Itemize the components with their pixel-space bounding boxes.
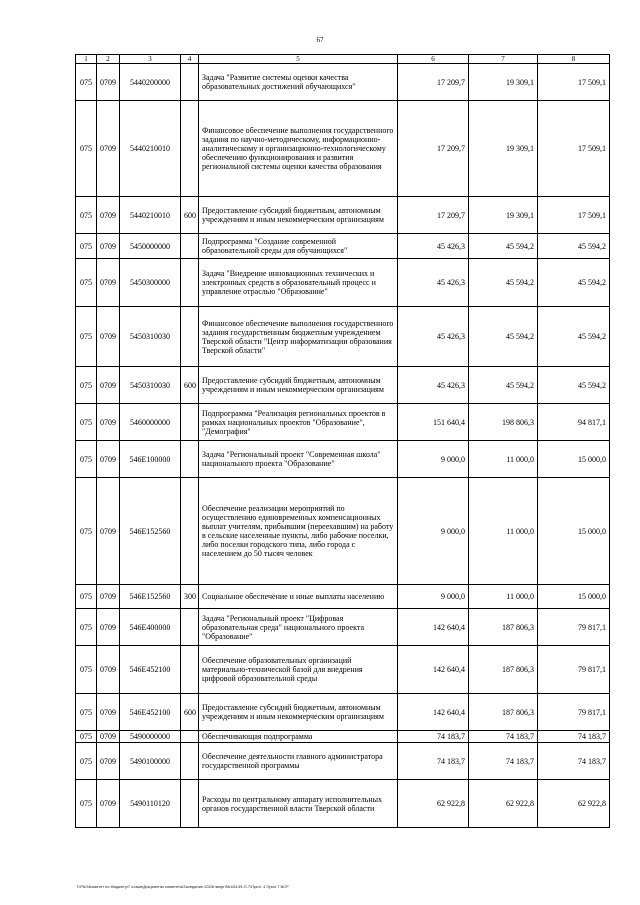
- table-row: [76, 731, 610, 743]
- table-row: [76, 585, 610, 609]
- amount-col6: 151 640,4: [398, 404, 469, 441]
- column-number-row: [76, 55, 610, 64]
- admin-code: 075: [76, 609, 97, 646]
- expense-code: 600: [181, 367, 199, 404]
- amount-col8: 79 817,1: [538, 694, 610, 731]
- admin-code: 075: [76, 478, 97, 585]
- target-code: 546E152560: [120, 478, 181, 585]
- expense-code: [181, 307, 199, 367]
- table-row: [76, 743, 610, 780]
- section-code: 0709: [97, 743, 120, 780]
- amount-col6: 142 640,4: [398, 694, 469, 731]
- expense-code: [181, 234, 199, 259]
- item-name: Обеспечение деятельности главного администратора государственной программы: [199, 743, 398, 780]
- section-code: 0709: [97, 441, 120, 478]
- amount-col8: 15 000,0: [538, 441, 610, 478]
- item-name: Расходы по центральному аппарату исполнительных органов государственной власти Тверской области: [199, 780, 398, 828]
- table-row: [76, 307, 610, 367]
- target-code: 546E452100: [120, 646, 181, 694]
- amount-col8: 94 817,1: [538, 404, 610, 441]
- target-code: 5450300000: [120, 259, 181, 307]
- admin-code: 075: [76, 404, 97, 441]
- amount-col7: 11 000,0: [469, 441, 538, 478]
- section-code: 0709: [97, 64, 120, 101]
- admin-code: 075: [76, 694, 97, 731]
- amount-col7: 198 806,3: [469, 404, 538, 441]
- item-name: Задача "Региональный проект "Современная школа" национального проекта "Образование": [199, 441, 398, 478]
- item-name: Подпрограмма "Реализация региональных проектов в рамках национальных проектов "Образование", "Демография": [199, 404, 398, 441]
- column-header: 2: [97, 55, 120, 64]
- target-code: 546E452100: [120, 694, 181, 731]
- table-row: [76, 197, 610, 234]
- amount-col8: 62 922,8: [538, 780, 610, 828]
- budget-table: [75, 54, 610, 828]
- item-name: Обеспечение образовательных организаций материально-технической базой для внедрения цифровой образовательной среды: [199, 646, 398, 694]
- target-code: 546E100000: [120, 441, 181, 478]
- amount-col7: 19 309,1: [469, 101, 538, 197]
- amount-col7: 187 806,3: [469, 694, 538, 731]
- table-row: [76, 646, 610, 694]
- amount-col8: 17 509,1: [538, 197, 610, 234]
- expense-code: [181, 609, 199, 646]
- column-header: 5: [199, 55, 398, 64]
- amount-col6: 74 183,7: [398, 743, 469, 780]
- amount-col8: 45 594,2: [538, 259, 610, 307]
- item-name: Задача "Внедрение инновационных технических и электронных средств в образовательный процесс и управление отраслью "Образование": [199, 259, 398, 307]
- amount-col7: 11 000,0: [469, 478, 538, 585]
- amount-col8: 15 000,0: [538, 478, 610, 585]
- page-number: 67: [316, 36, 324, 44]
- expense-code: [181, 64, 199, 101]
- target-code: 5490100000: [120, 743, 181, 780]
- target-code: 5440210010: [120, 101, 181, 197]
- target-code: 5450000000: [120, 234, 181, 259]
- section-code: 0709: [97, 101, 120, 197]
- table-row: [76, 234, 610, 259]
- column-header: 3: [120, 55, 181, 64]
- item-name: Финансовое обеспечение выполнения государственного задания по научно-методическому, информационно-аналитическому и организационно-технологическому обеспечению функционирования и развития региональной системы оценки качества образования: [199, 101, 398, 197]
- expense-code: [181, 404, 199, 441]
- column-header: 4: [181, 55, 199, 64]
- admin-code: 075: [76, 259, 97, 307]
- target-code: 5450310030: [120, 367, 181, 404]
- expense-code: [181, 478, 199, 585]
- expense-code: 600: [181, 694, 199, 731]
- admin-code: 075: [76, 731, 97, 743]
- item-name: Задача "Региональный проект "Цифровая образовательная среда" национального проекта "Образование": [199, 609, 398, 646]
- table-row: [76, 367, 610, 404]
- amount-col7: 187 806,3: [469, 609, 538, 646]
- amount-col8: 45 594,2: [538, 234, 610, 259]
- admin-code: 075: [76, 743, 97, 780]
- amount-col7: 45 594,2: [469, 307, 538, 367]
- table-row: [76, 780, 610, 828]
- table-row: [76, 441, 610, 478]
- table-row: [76, 259, 610, 307]
- column-header: 1: [76, 55, 97, 64]
- target-code: 5440200000: [120, 64, 181, 101]
- amount-col7: 74 183,7: [469, 731, 538, 743]
- amount-col7: 74 183,7: [469, 743, 538, 780]
- amount-col6: 45 426,3: [398, 367, 469, 404]
- section-code: 0709: [97, 234, 120, 259]
- admin-code: 075: [76, 780, 97, 828]
- expense-code: [181, 780, 199, 828]
- table-row: [76, 694, 610, 731]
- expense-code: 300: [181, 585, 199, 609]
- section-code: 0709: [97, 609, 120, 646]
- admin-code: 075: [76, 307, 97, 367]
- admin-code: 075: [76, 367, 97, 404]
- amount-col7: 45 594,2: [469, 259, 538, 307]
- admin-code: 075: [76, 646, 97, 694]
- amount-col6: 74 183,7: [398, 731, 469, 743]
- amount-col7: 187 806,3: [469, 646, 538, 694]
- section-code: 0709: [97, 404, 120, 441]
- table-row: [76, 404, 610, 441]
- item-name: Предоставление субсидий бюджетным, автономным учреждениям и иным некоммерческим организациям: [199, 367, 398, 404]
- amount-col6: 45 426,3: [398, 234, 469, 259]
- amount-col7: 45 594,2: [469, 367, 538, 404]
- amount-col8: 79 817,1: [538, 609, 610, 646]
- admin-code: 075: [76, 441, 97, 478]
- amount-col6: 9 000,0: [398, 478, 469, 585]
- item-name: Социальное обеспечение и иные выплаты населению: [199, 585, 398, 609]
- column-header: 6: [398, 55, 469, 64]
- amount-col8: 45 594,2: [538, 307, 610, 367]
- amount-col6: 142 640,4: [398, 609, 469, 646]
- table-row: [76, 478, 610, 585]
- amount-col6: 62 922,8: [398, 780, 469, 828]
- section-code: 0709: [97, 731, 120, 743]
- admin-code: 075: [76, 234, 97, 259]
- amount-col7: 45 594,2: [469, 234, 538, 259]
- expense-code: [181, 259, 199, 307]
- item-name: Предоставление субсидий бюджетным, автономным учреждениям и иным некоммерческим организациям: [199, 694, 398, 731]
- admin-code: 075: [76, 585, 97, 609]
- expense-code: [181, 101, 199, 197]
- amount-col8: 74 183,7: [538, 743, 610, 780]
- amount-col6: 45 426,3: [398, 259, 469, 307]
- amount-col6: 142 640,4: [398, 646, 469, 694]
- admin-code: 075: [76, 64, 97, 101]
- item-name: Обеспечивающая подпрограмма: [199, 731, 398, 743]
- target-code: 5490110120: [120, 780, 181, 828]
- amount-col6: 9 000,0: [398, 585, 469, 609]
- item-name: Обеспечение реализации мероприятий по осуществлению единовременных компенсационных выплат учителям, прибывшим (переехавшим) на работу в сельские населенные пункты, либо рабочие поселки, либо поселки городского типа, либо города с населением до 50 тысяч человек: [199, 478, 398, 585]
- section-code: 0709: [97, 780, 120, 828]
- item-name: Финансовое обеспечение выполнения государственного задания государственным бюджетным учреждением Тверской области "Центр информатизации образования Тверской области": [199, 307, 398, 367]
- amount-col6: 17 209,7: [398, 197, 469, 234]
- expense-code: [181, 731, 199, 743]
- table-row: [76, 64, 610, 101]
- expense-code: [181, 646, 199, 694]
- amount-col8: 15 000,0: [538, 585, 610, 609]
- amount-col8: 45 594,2: [538, 367, 610, 404]
- target-code: 546E152560: [120, 585, 181, 609]
- expense-code: 600: [181, 197, 199, 234]
- section-code: 0709: [97, 694, 120, 731]
- amount-col6: 17 209,7: [398, 101, 469, 197]
- file-path-footer: T:\РАЗ\Комитет по бюджету\7 созыв\Документы комитета\Заседание 2023г\март\№18\139-П-7\Прил. 4 Прил.7 ВСР: [76, 884, 289, 889]
- column-header: 8: [538, 55, 610, 64]
- admin-code: 075: [76, 101, 97, 197]
- expense-code: [181, 441, 199, 478]
- section-code: 0709: [97, 478, 120, 585]
- amount-col8: 17 509,1: [538, 64, 610, 101]
- target-code: 5450310030: [120, 307, 181, 367]
- item-name: Подпрограмма "Создание современной образовательной среды для обучающихся": [199, 234, 398, 259]
- table-row: [76, 609, 610, 646]
- target-code: 5490000000: [120, 731, 181, 743]
- item-name: Задача "Развитие системы оценки качества образовательных достижений обучающихся": [199, 64, 398, 101]
- amount-col6: 45 426,3: [398, 307, 469, 367]
- table-row: [76, 101, 610, 197]
- column-header: 7: [469, 55, 538, 64]
- section-code: 0709: [97, 259, 120, 307]
- amount-col7: 62 922,8: [469, 780, 538, 828]
- section-code: 0709: [97, 367, 120, 404]
- section-code: 0709: [97, 197, 120, 234]
- amount-col8: 17 509,1: [538, 101, 610, 197]
- amount-col7: 19 309,1: [469, 197, 538, 234]
- expense-code: [181, 743, 199, 780]
- section-code: 0709: [97, 307, 120, 367]
- amount-col7: 11 000,0: [469, 585, 538, 609]
- section-code: 0709: [97, 646, 120, 694]
- target-code: 5440210010: [120, 197, 181, 234]
- amount-col8: 74 183,7: [538, 731, 610, 743]
- target-code: 5460000000: [120, 404, 181, 441]
- amount-col7: 19 309,1: [469, 64, 538, 101]
- amount-col6: 17 209,7: [398, 64, 469, 101]
- item-name: Предоставление субсидий бюджетным, автономным учреждениям и иным некоммерческим организациям: [199, 197, 398, 234]
- amount-col8: 79 817,1: [538, 646, 610, 694]
- section-code: 0709: [97, 585, 120, 609]
- admin-code: 075: [76, 197, 97, 234]
- target-code: 546E400000: [120, 609, 181, 646]
- amount-col6: 9 000,0: [398, 441, 469, 478]
